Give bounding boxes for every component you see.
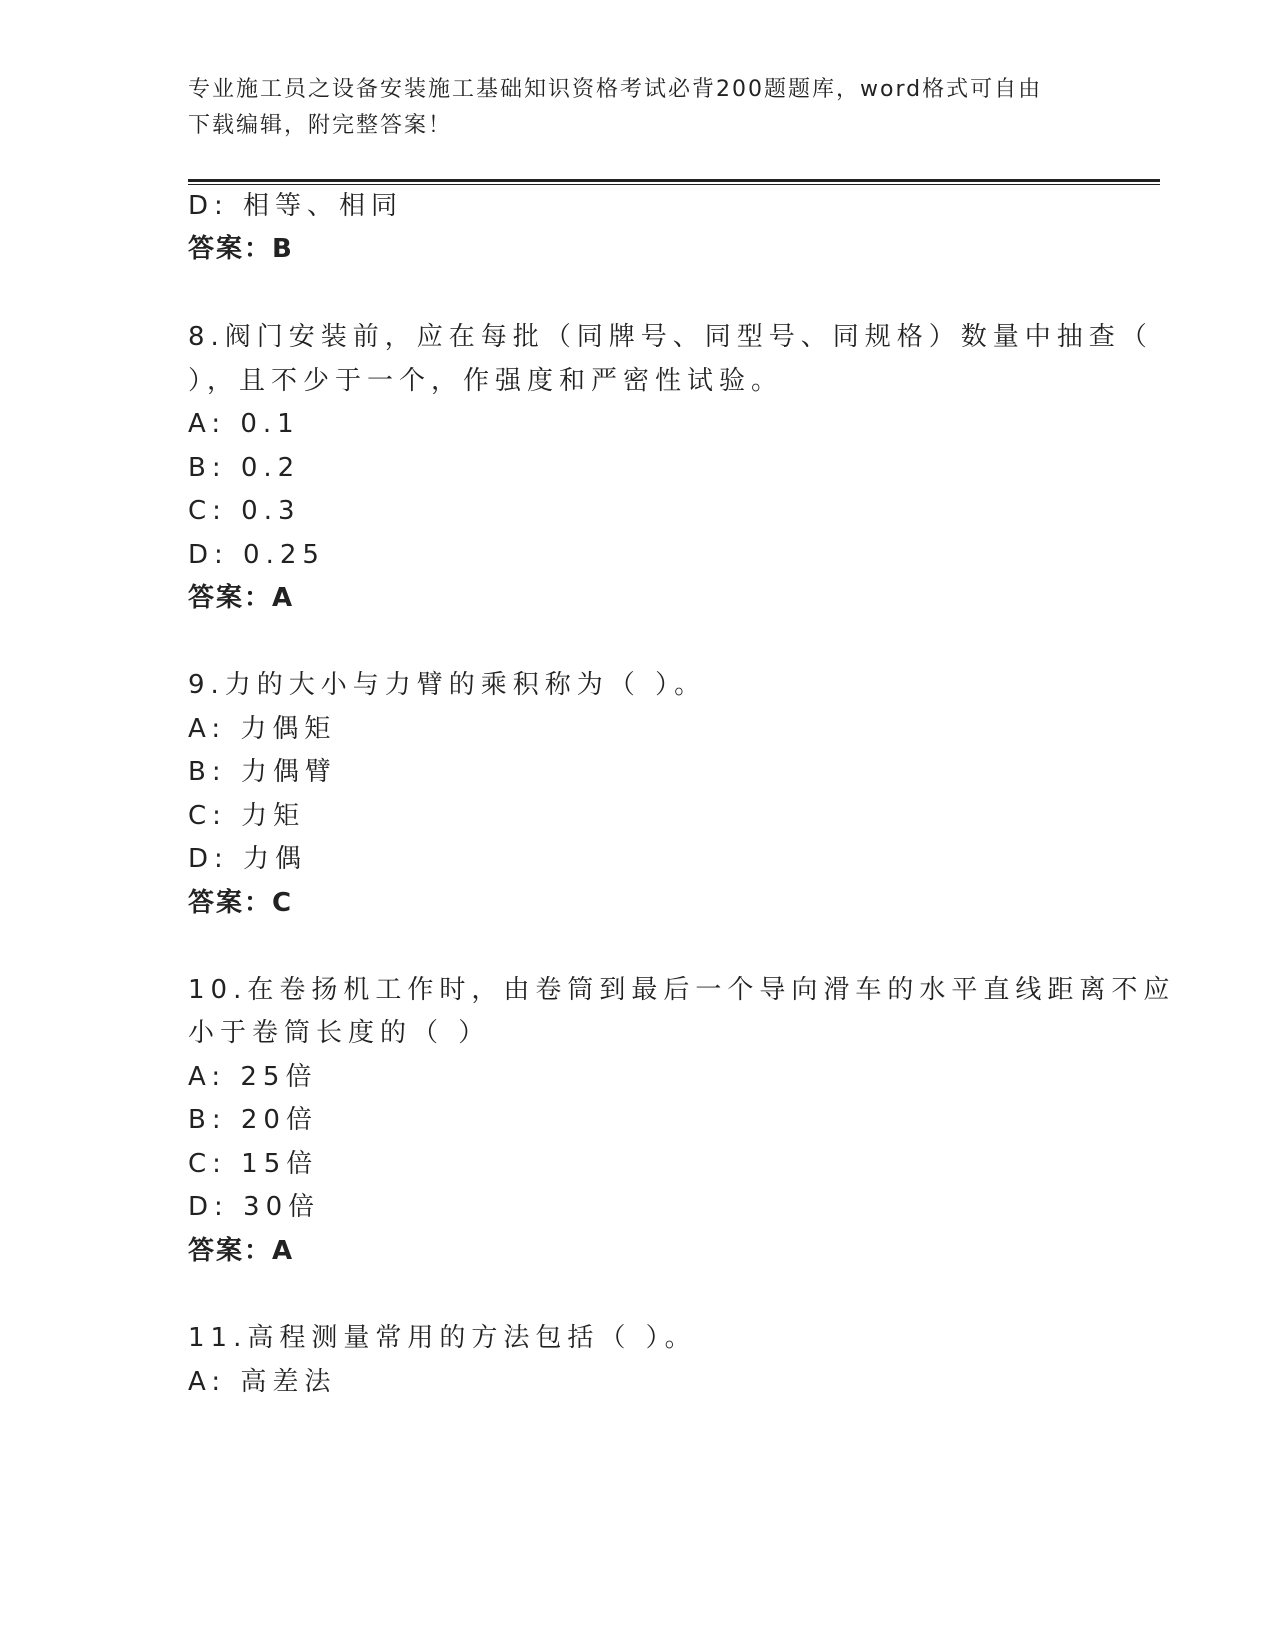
q9-option-d: D: 力偶 (188, 844, 308, 874)
q7-option-d: D: 相等、相同 (188, 191, 404, 221)
q11-stem-line-1: 11.高程测量常用的方法包括（ ）。 (188, 1323, 697, 1353)
q9-answer: 答案：C (188, 888, 294, 918)
q10-option-d: D: 30倍 (188, 1192, 321, 1222)
q8-option-b: B: 0.2 (188, 453, 301, 483)
header-line-2: 下载编辑，附完整答案！ (188, 113, 453, 138)
document-header (188, 72, 1088, 144)
q10-option-a: A: 25倍 (188, 1062, 318, 1092)
q8-answer: 答案：A (188, 583, 295, 613)
q9-option-a: A: 力偶矩 (188, 714, 337, 744)
q8-stem-line-2: ），且不少于一个，作强度和严密性试验。 (188, 366, 784, 396)
header-divider-thin (188, 184, 1160, 185)
q11-option-a: A: 高差法 (188, 1367, 337, 1397)
q10-option-c: C: 15倍 (188, 1149, 319, 1179)
q10-stem-line-2: 小于卷筒长度的（ ） (188, 1018, 491, 1048)
q10-stem-line-1: 10.在卷扬机工作时，由卷筒到最后一个导向滑车的水平直线距离不应 (188, 975, 1176, 1005)
q8-option-a: A: 0.1 (188, 409, 300, 439)
q8-option-d: D: 0.25 (188, 540, 325, 570)
q10-option-b: B: 20倍 (188, 1105, 318, 1135)
q7-answer: 答案：B (188, 234, 294, 264)
q9-option-c: C: 力矩 (188, 801, 306, 831)
q8-option-c: C: 0.3 (188, 496, 301, 526)
header-line-1: 专业施工员之设备安装施工基础知识资格考试必背200题题库，word格式可自由 (188, 77, 1043, 102)
q9-stem-line-1: 9.力的大小与力臂的乘积称为（ ）。 (188, 670, 707, 700)
q9-option-b: B: 力偶臂 (188, 757, 337, 787)
q8-stem-line-1: 8.阀门安装前，应在每批（同牌号、同型号、同规格）数量中抽查（ (188, 322, 1153, 352)
header-divider-thick (188, 179, 1160, 182)
q10-answer: 答案：A (188, 1236, 295, 1266)
